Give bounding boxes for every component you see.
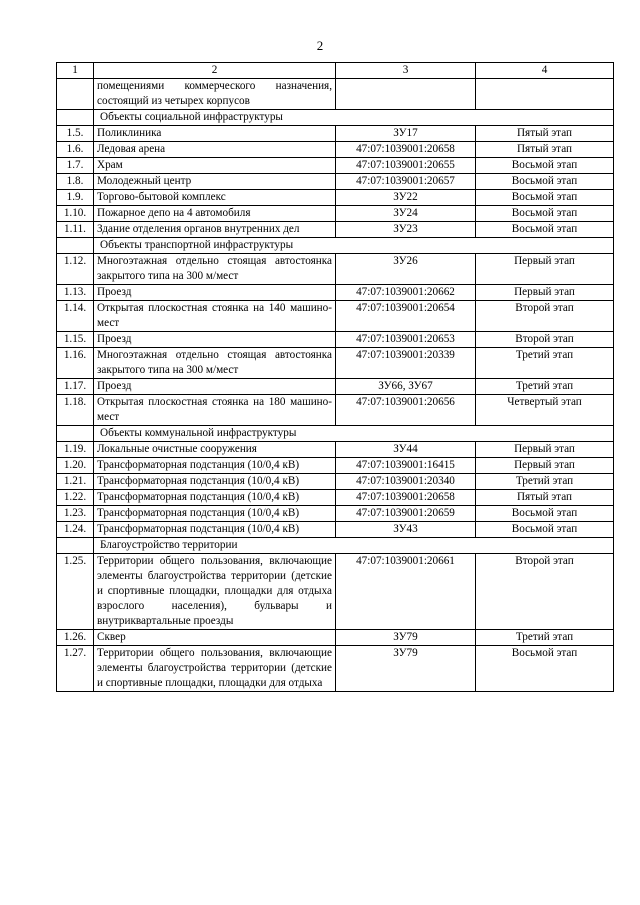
header-col-2: 2 <box>94 63 336 79</box>
table-row <box>57 142 614 158</box>
stage-cell: Четвертый этап <box>476 395 614 426</box>
plot-id: ЗУ44 <box>336 442 476 458</box>
row-number: 1.15. <box>57 332 94 348</box>
table-header-row <box>57 63 614 79</box>
row-number: 1.14. <box>57 301 94 332</box>
plot-id: 47:07:1039001:16415 <box>336 458 476 474</box>
table-row <box>57 222 614 238</box>
object-name: Трансформаторная подстанция (10/0,4 кВ) <box>94 522 336 538</box>
section-row <box>57 110 614 126</box>
stage-cell: Восьмой этап <box>476 174 614 190</box>
object-name: Поликлиника <box>94 126 336 142</box>
row-number: 1.21. <box>57 474 94 490</box>
object-name: Пожарное депо на 4 автомобиля <box>94 206 336 222</box>
row-number: 1.9. <box>57 190 94 206</box>
plot-id: 47:07:1039001:20658 <box>336 490 476 506</box>
section-number-cell <box>57 238 94 254</box>
stage-cell: Пятый этап <box>476 142 614 158</box>
plot-id: 47:07:1039001:20653 <box>336 332 476 348</box>
plot-id: ЗУ43 <box>336 522 476 538</box>
table-row <box>57 301 614 332</box>
stage-cell: Первый этап <box>476 285 614 301</box>
object-name: Ледовая арена <box>94 142 336 158</box>
object-name: Открытая плоскостная стоянка на 140 машино-мест <box>94 301 336 332</box>
row-number: 1.11. <box>57 222 94 238</box>
plot-id <box>336 79 476 110</box>
plot-id: ЗУ17 <box>336 126 476 142</box>
plot-id: ЗУ79 <box>336 646 476 692</box>
table-row <box>57 174 614 190</box>
stage-cell: Первый этап <box>476 442 614 458</box>
table-row <box>57 506 614 522</box>
stage-cell: Третий этап <box>476 474 614 490</box>
stage-cell: Второй этап <box>476 554 614 630</box>
section-row <box>57 238 614 254</box>
stage-cell: Восьмой этап <box>476 222 614 238</box>
row-number: 1.22. <box>57 490 94 506</box>
row-number: 1.8. <box>57 174 94 190</box>
row-number: 1.17. <box>57 379 94 395</box>
row-number: 1.27. <box>57 646 94 692</box>
row-number <box>57 79 94 110</box>
section-number-cell <box>57 110 94 126</box>
stage-cell: Третий этап <box>476 348 614 379</box>
table-row <box>57 630 614 646</box>
object-name: Молодежный центр <box>94 174 336 190</box>
object-name: Проезд <box>94 285 336 301</box>
object-name: Проезд <box>94 379 336 395</box>
plot-id: 47:07:1039001:20658 <box>336 142 476 158</box>
plot-id: 47:07:1039001:20662 <box>336 285 476 301</box>
object-name: Трансформаторная подстанция (10/0,4 кВ) <box>94 506 336 522</box>
row-number: 1.12. <box>57 254 94 285</box>
section-row <box>57 426 614 442</box>
row-number: 1.19. <box>57 442 94 458</box>
object-name: Трансформаторная подстанция (10/0,4 кВ) <box>94 490 336 506</box>
plot-id: 47:07:1039001:20339 <box>336 348 476 379</box>
table-row <box>57 522 614 538</box>
table-row <box>57 442 614 458</box>
stage-cell: Восьмой этап <box>476 190 614 206</box>
plot-id: ЗУ24 <box>336 206 476 222</box>
object-name: Трансформаторная подстанция (10/0,4 кВ) <box>94 458 336 474</box>
table-row <box>57 646 614 692</box>
stage-cell: Пятый этап <box>476 490 614 506</box>
plot-id: 47:07:1039001:20655 <box>336 158 476 174</box>
row-number: 1.23. <box>57 506 94 522</box>
plot-id: ЗУ66, ЗУ67 <box>336 379 476 395</box>
object-name: Территории общего пользования, включающие элементы благоустройства территории (детские и спортивные площадки, площадки для отдыха взрослого населения), бульвары и внутриквартальные проезды <box>94 554 336 630</box>
plot-id: 47:07:1039001:20657 <box>336 174 476 190</box>
plot-id: 47:07:1039001:20661 <box>336 554 476 630</box>
section-number-cell <box>57 538 94 554</box>
object-name: Торгово-бытовой комплекс <box>94 190 336 206</box>
table-row <box>57 490 614 506</box>
table-row <box>57 458 614 474</box>
plot-id: 47:07:1039001:20654 <box>336 301 476 332</box>
table-row <box>57 254 614 285</box>
row-number: 1.6. <box>57 142 94 158</box>
header-col-3: 3 <box>336 63 476 79</box>
object-name: Территории общего пользования, включающие элементы благоустройства территории (детские и спортивные площадки, площадки для отдыха <box>94 646 336 692</box>
row-number: 1.25. <box>57 554 94 630</box>
section-number-cell <box>57 426 94 442</box>
object-name: Многоэтажная отдельно стоящая автостоянка закрытого типа на 300 м/мест <box>94 348 336 379</box>
stage-cell: Третий этап <box>476 379 614 395</box>
plot-id: ЗУ23 <box>336 222 476 238</box>
stage-cell: Восьмой этап <box>476 646 614 692</box>
table-row <box>57 79 614 110</box>
section-title: Объекты транспортной инфраструктуры <box>94 238 614 254</box>
plot-id: 47:07:1039001:20340 <box>336 474 476 490</box>
table-row <box>57 190 614 206</box>
section-title: Объекты социальной инфраструктуры <box>94 110 614 126</box>
row-number: 1.10. <box>57 206 94 222</box>
page-number: 2 <box>316 38 324 53</box>
stage-cell: Первый этап <box>476 458 614 474</box>
table-row <box>57 285 614 301</box>
table-row <box>57 395 614 426</box>
table-row <box>57 554 614 630</box>
stage-cell: Первый этап <box>476 254 614 285</box>
row-number: 1.5. <box>57 126 94 142</box>
table-row <box>57 158 614 174</box>
section-title: Благоустройство территории <box>94 538 614 554</box>
object-name: Открытая плоскостная стоянка на 180 машино-мест <box>94 395 336 426</box>
row-number: 1.18. <box>57 395 94 426</box>
row-number: 1.20. <box>57 458 94 474</box>
section-row <box>57 538 614 554</box>
header-col-4: 4 <box>476 63 614 79</box>
row-number: 1.13. <box>57 285 94 301</box>
object-name: Храм <box>94 158 336 174</box>
table-row <box>57 126 614 142</box>
object-name: Многоэтажная отдельно стоящая автостоянка закрытого типа на 300 м/мест <box>94 254 336 285</box>
stage-cell: Третий этап <box>476 630 614 646</box>
object-name: Проезд <box>94 332 336 348</box>
object-name: Трансформаторная подстанция (10/0,4 кВ) <box>94 474 336 490</box>
table-row <box>57 379 614 395</box>
table-row <box>57 348 614 379</box>
row-number: 1.16. <box>57 348 94 379</box>
table-row <box>57 206 614 222</box>
stage-cell: Восьмой этап <box>476 522 614 538</box>
stage-cell: Второй этап <box>476 332 614 348</box>
stage-cell <box>476 79 614 110</box>
object-name: Здание отделения органов внутренних дел <box>94 222 336 238</box>
stage-cell: Второй этап <box>476 301 614 332</box>
plot-id: ЗУ79 <box>336 630 476 646</box>
object-name: Сквер <box>94 630 336 646</box>
plot-id: ЗУ22 <box>336 190 476 206</box>
stage-cell: Восьмой этап <box>476 506 614 522</box>
row-number: 1.24. <box>57 522 94 538</box>
plot-id: ЗУ26 <box>336 254 476 285</box>
section-title: Объекты коммунальной инфраструктуры <box>94 426 614 442</box>
row-number: 1.7. <box>57 158 94 174</box>
object-name: помещениями коммерческого назначения, состоящий из четырех корпусов <box>94 79 336 110</box>
stages-table <box>56 62 614 692</box>
stage-cell: Восьмой этап <box>476 158 614 174</box>
stage-cell: Пятый этап <box>476 126 614 142</box>
header-col-1: 1 <box>57 63 94 79</box>
object-name: Локальные очистные сооружения <box>94 442 336 458</box>
stage-cell: Восьмой этап <box>476 206 614 222</box>
table-row <box>57 474 614 490</box>
row-number: 1.26. <box>57 630 94 646</box>
table-row <box>57 332 614 348</box>
plot-id: 47:07:1039001:20656 <box>336 395 476 426</box>
plot-id: 47:07:1039001:20659 <box>336 506 476 522</box>
